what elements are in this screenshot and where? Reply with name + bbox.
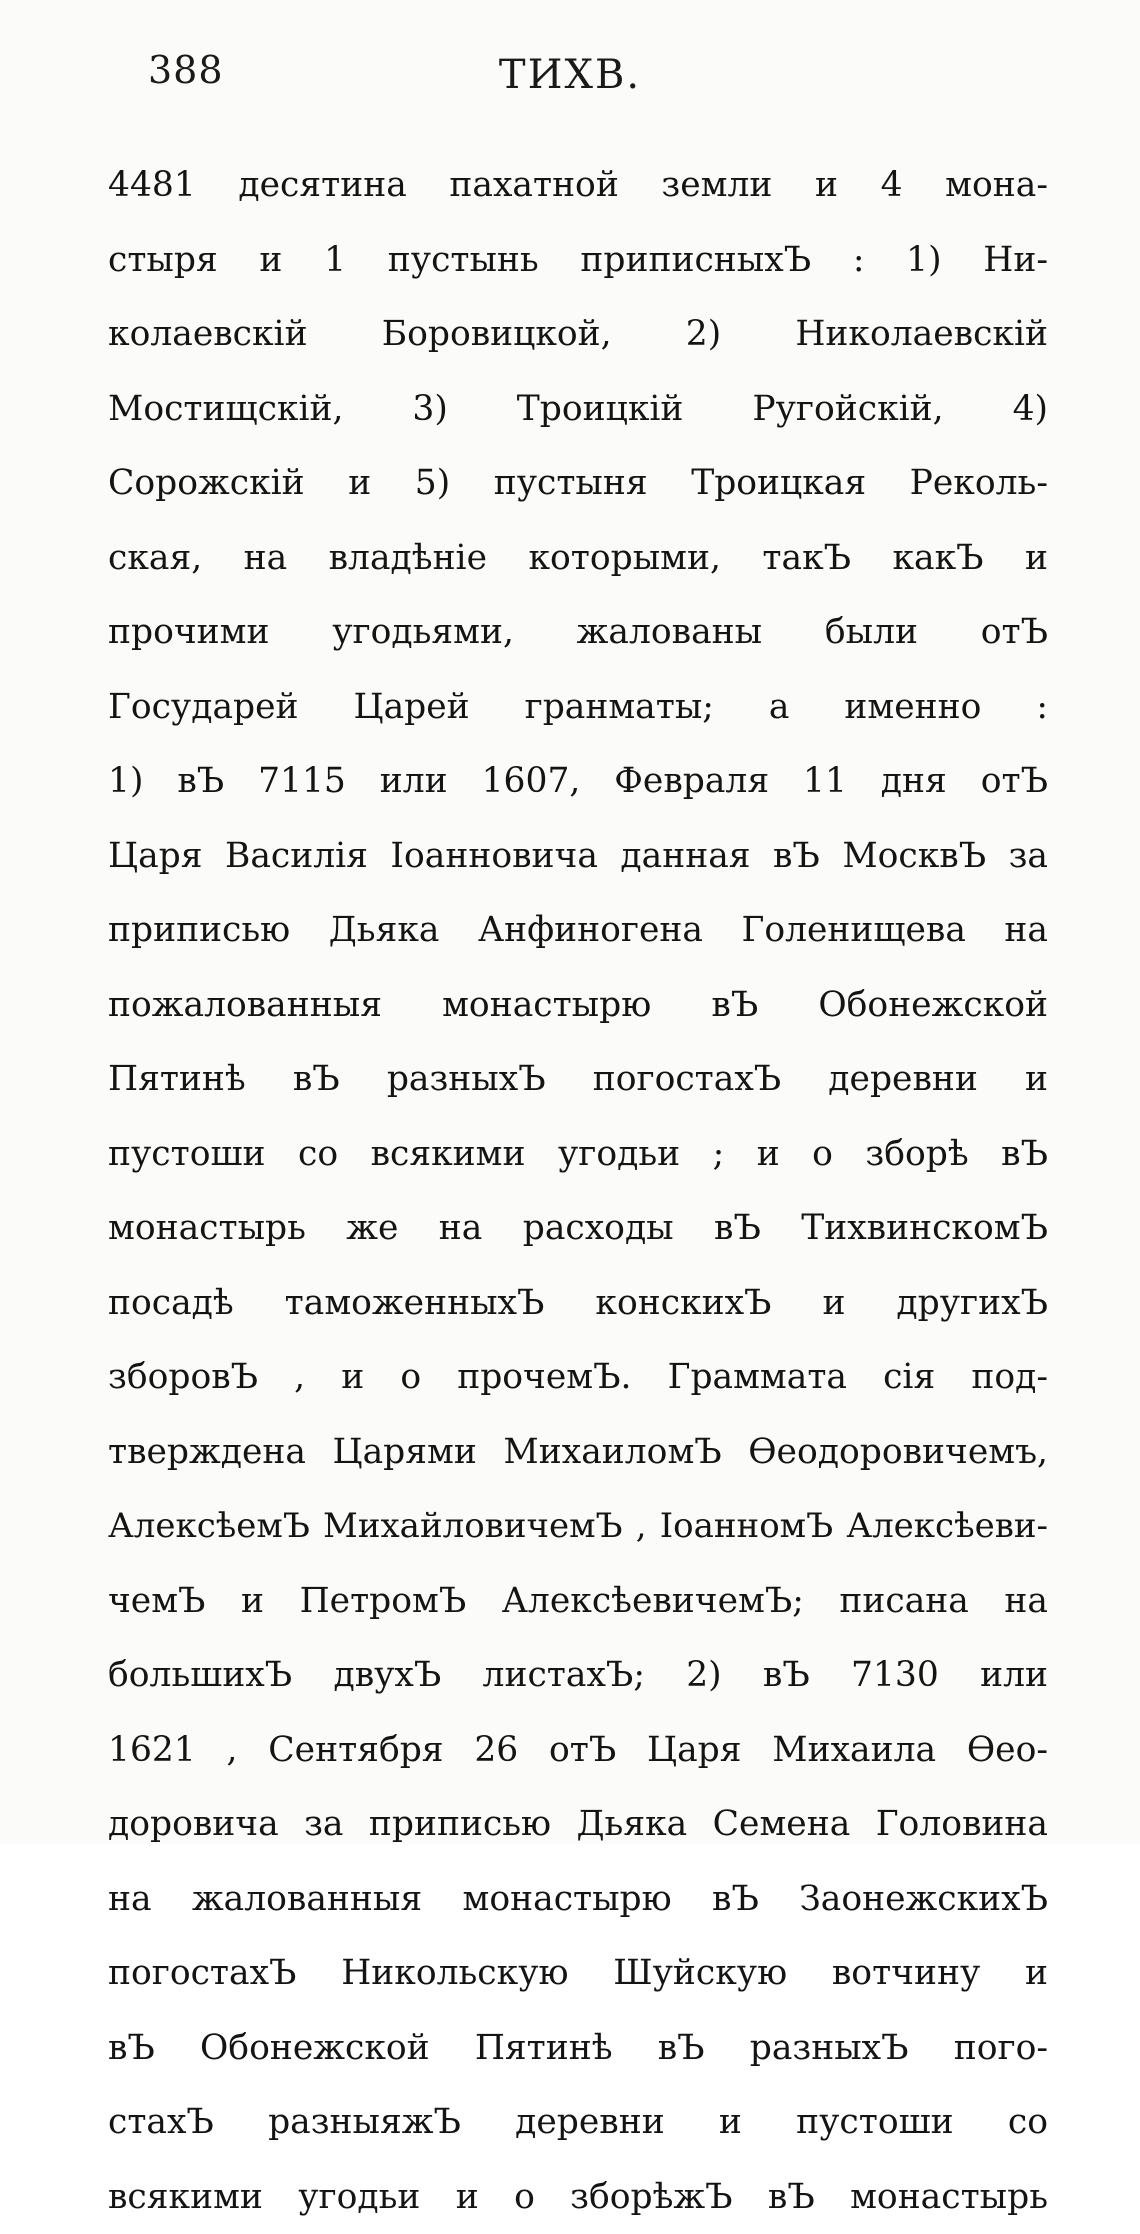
text-line: погостахЪ Никольскую Шуйскую вотчину и (108, 1936, 1048, 2011)
text-line: ская, на владѣніе которыми, такЪ какЪ и (108, 521, 1048, 596)
page-header (0, 40, 1140, 110)
text-line: стыря и 1 пустынь приписныхЪ : 1) Ни- (108, 223, 1048, 298)
page-number: 388 (148, 48, 224, 92)
text-line: пустоши со всякими угодьи ; и о зборѣ вЪ (108, 1117, 1048, 1192)
body-text (108, 148, 1048, 2234)
text-line: пожалованныя монастырю вЪ Обонежской (108, 968, 1048, 1043)
text-line: посадѣ таможенныхЪ конскихЪ и другихЪ (108, 1266, 1048, 1341)
text-line: 4481 десятина пахатной земли и 4 мона- (108, 148, 1048, 223)
text-line: приписью Дьяка Анфиногена Голенищева на (108, 893, 1048, 968)
text-line: стахЪ разныяжЪ деревни и пустоши со (108, 2085, 1048, 2160)
text-line: большихЪ двухЪ листахЪ; 2) вЪ 7130 или (108, 1638, 1048, 1713)
text-line: зборовЪ , и о прочемЪ. Грамматa сія под- (108, 1340, 1048, 1415)
text-line: Мостищскій, 3) Троицкій Ругойскій, 4) (108, 372, 1048, 447)
text-line: прочими угодьями, жалованы были отЪ (108, 595, 1048, 670)
text-line: всякими угодьи и о зборѣжЪ вЪ монастырь (108, 2160, 1048, 2234)
text-line: тверждена Царями МихаиломЪ Өеодоровичемъ, (108, 1415, 1048, 1490)
text-line: вЪ Обонежской Пятинѣ вЪ разныхЪ пого- (108, 2011, 1048, 2086)
text-line: Сорожскій и 5) пустыня Троицкая Реколь- (108, 446, 1048, 521)
text-line: Царя Василія Іоанновича данная вЪ МосквЪ за (108, 819, 1048, 894)
text-line: доровича за приписью Дьяка Семена Головина (108, 1787, 1048, 1862)
text-line: 1) вЪ 7115 или 1607, Февраля 11 дня отЪ (108, 744, 1048, 819)
text-line: АлексѣемЪ МихайловичемЪ , ІоанномЪ Алексѣеви- (108, 1489, 1048, 1564)
running-title: ТИХВ. (0, 52, 1140, 98)
text-line: колаевскій Боровицкой, 2) Николаевскій (108, 297, 1048, 372)
text-line: чемЪ и ПетромЪ АлексѣевичемЪ; писана на (108, 1564, 1048, 1639)
text-line: на жалованныя монастырю вЪ ЗаонежскихЪ (108, 1862, 1048, 1937)
text-line: монастырь же на расходы вЪ ТихвинскомЪ (108, 1191, 1048, 1266)
text-line: 1621 , Сентября 26 отЪ Царя Михаила Өео- (108, 1713, 1048, 1788)
text-line: Государей Царей гранматы; а именно : (108, 670, 1048, 745)
text-line: Пятинѣ вЪ разныхЪ погостахЪ деревни и (108, 1042, 1048, 1117)
